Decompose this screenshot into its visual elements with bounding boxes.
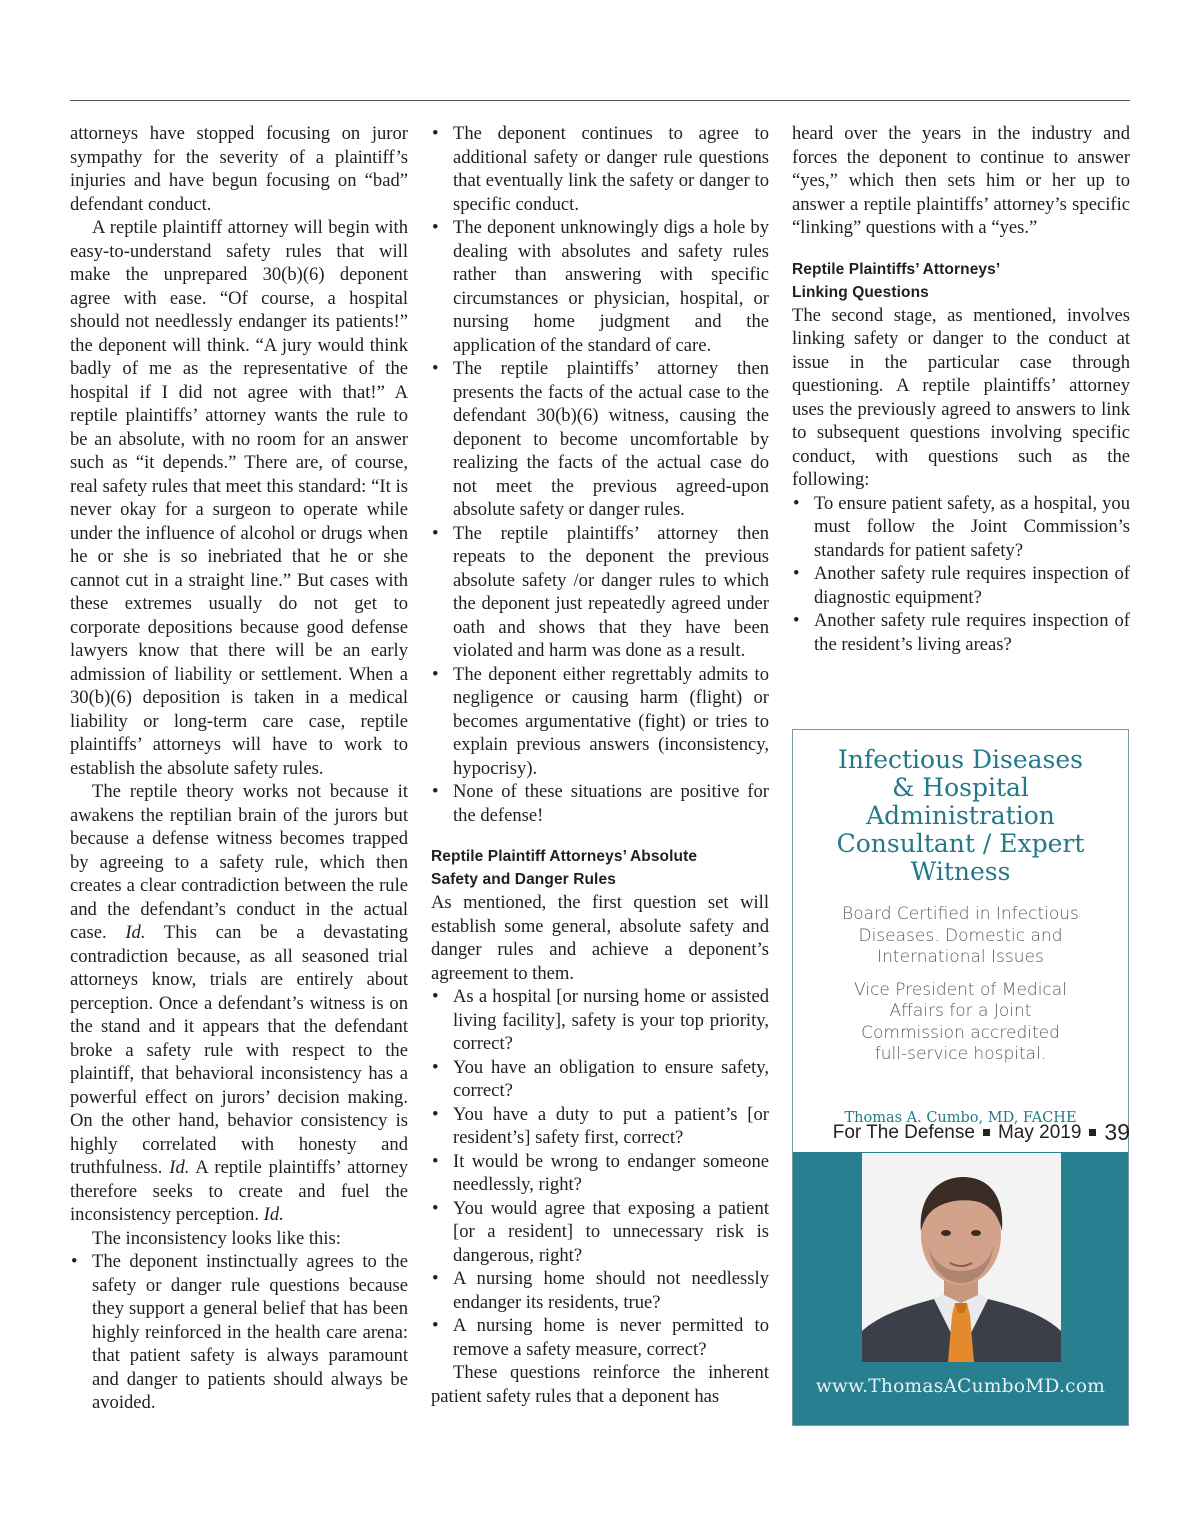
- question-item: • A nursing home is never permitted to remove a safety measure, correct?: [431, 1314, 769, 1361]
- paragraph-text: A reptile plaintiffs’ attorney therefore seeks to create and fuel the inconsistency perception.: [70, 1157, 409, 1225]
- ad-color-band: [793, 1152, 1128, 1425]
- bullet-item: • The deponent unknowingly digs a hole by dealing with absolutes and safety rules rather than answering with specific circumstances or physician, hospital, or nursing home judgment and the application of the standard of care.: [431, 216, 769, 357]
- section-heading-line: Linking Questions: [792, 283, 929, 301]
- paragraph: attorneys have stopped focusing on juror sympathy for the severity of a plaintiff’s injuries and have begun focusing on “bad” defendant conduct.: [70, 123, 408, 215]
- paragraph: These questions reinforce the inherent patient safety rules that a deponent has: [431, 1362, 769, 1407]
- ad-consultant-name: Thomas A. Cumbo, MD, FACHE: [844, 1109, 1077, 1126]
- paragraph: As mentioned, the first question set will establish some general, absolute safety and danger rules and achieve a deponent’s agreement to them.: [431, 892, 769, 984]
- bullet-list: [70, 1250, 408, 1415]
- bullet-list: [431, 122, 769, 827]
- question-item: • A nursing home should not needlessly endanger its residents, true?: [431, 1267, 769, 1314]
- ad-title-line: Infectious Diseases: [837, 745, 1084, 774]
- bullet-item: • The deponent continues to agree to additional safety or danger rule questions that eventually link the safety or danger to specific conduct.: [431, 122, 769, 216]
- section-heading-line: Reptile Plaintiffs’ Attorneys’: [792, 260, 1001, 278]
- ad-text-line: full-service hospital.: [874, 1044, 1047, 1064]
- page-footer: [833, 1119, 1130, 1146]
- ad-text-line: Board Certified in Infectious: [842, 904, 1079, 924]
- bullet-item: • The deponent either regrettably admits to negligence or causing harm (flight) or becomes argumentative (fight) or tries to explain previous answers (inconsistency, hypocrisy).: [431, 663, 769, 781]
- question-item: • Another safety rule requires inspection of diagnostic equipment?: [792, 562, 1130, 609]
- ad-text-line: Diseases. Domestic and: [858, 925, 1063, 946]
- question-item: • Another safety rule requires inspection of the resident’s living areas?: [792, 609, 1130, 656]
- ad-title: [809, 746, 1112, 886]
- paragraph: heard over the years in the industry and forces the deponent to continue to answer “yes,” which then sets him or her up to answer a reptile plaintiffs’ attorney’s specific “linking” questions with a “yes.”: [792, 123, 1130, 238]
- ad-title-line: Administration: [866, 801, 1055, 830]
- separator-square-icon: [983, 1129, 990, 1136]
- ad-text-line: Vice President of Medical: [854, 979, 1067, 1000]
- ad-position: [811, 980, 1110, 1066]
- paragraph: [70, 780, 408, 1227]
- section-heading-line: Reptile Plaintiff Attorneys’ Absolute: [431, 848, 698, 865]
- bullet-item: • The reptile plaintiffs’ attorney then presents the facts of the actual case to the defendant 30(b)(6) witness, causing the deponent to become uncomfortable by realizing the facts of the actual case do not meet the previous agreed-upon absolute safety or danger rules.: [431, 357, 769, 522]
- ad-text-line: Commission accredited: [861, 1022, 1060, 1043]
- issue-date: May 2019: [997, 1121, 1082, 1143]
- expert-witness-ad: [792, 729, 1129, 1426]
- section-heading-line: Safety and Danger Rules: [431, 871, 616, 888]
- ad-website-url[interactable]: www.ThomasACumboMD.com: [815, 1376, 1106, 1397]
- ad-title-line: Witness: [910, 857, 1011, 886]
- question-item: • You have an obligation to ensure safety, correct?: [431, 1056, 769, 1103]
- question-item: • As a hospital [or nursing home or assisted living facility], safety is your top priority, correct?: [431, 985, 769, 1056]
- portrait-illustration: [862, 1153, 1061, 1362]
- ad-credentials: [811, 904, 1110, 969]
- question-item: • You have a duty to put a patient’s [or resident’s] safety first, correct?: [431, 1103, 769, 1150]
- citation: Id.: [169, 1157, 190, 1178]
- question-list: [792, 492, 1130, 657]
- paragraph-text: The reptile theory works not because it awakens the reptilian brain of the jurors but because a defense witness becomes trapped by agreeing to a safety rule, which then creates a clear contradiction between the rule and the defendant’s conduct in the actual case.: [70, 781, 408, 943]
- bullet-item: • None of these situations are positive for the defense!: [431, 780, 769, 827]
- question-list: [431, 985, 769, 1361]
- ad-title-line: & Hospital: [892, 773, 1029, 802]
- section-heading: [431, 845, 769, 891]
- question-item: • It would be wrong to endanger someone needlessly, right?: [431, 1150, 769, 1197]
- question-item: • You would agree that exposing a patient [or a resident] to unnecessary risk is dangerous, right?: [431, 1197, 769, 1268]
- citation: Id.: [263, 1204, 284, 1225]
- section-heading: [792, 258, 1130, 304]
- ad-text-line: International Issues: [877, 947, 1044, 967]
- paragraph: The second stage, as mentioned, involves linking safety or danger to the conduct at issue in the particular case through questioning. A reptile plaintiffs’ attorney uses the previously agreed to answers to link to subsequent questions involving specific conduct, with questions such as the following:: [792, 304, 1130, 490]
- article-column-3: [792, 122, 1130, 656]
- paragraph: The inconsistency looks like this:: [92, 1227, 341, 1249]
- ad-text-line: Affairs for a Joint: [889, 1001, 1032, 1021]
- question-item: • To ensure patient safety, as a hospital, you must follow the Joint Commission’s standards for patient safety?: [792, 492, 1130, 563]
- portrait-photo: [862, 1153, 1061, 1362]
- header-rule: [70, 100, 1130, 101]
- article-column-2: [431, 122, 769, 1408]
- paragraph-text: This can be a devastating contradiction because, as all seasoned trial attorneys know, trials are entirely about perception. Once a defendant’s witness is on the stand and it appears that the defendant broke a safety rule with respect to the plaintiff, that behavioral inconsistency has a powerful effect on jurors’ decision making. On the other hand, behavior consistency is highly correlated with honesty and truthfulness.: [70, 922, 409, 1178]
- separator-square-icon: [1089, 1129, 1096, 1136]
- ad-title-line: Consultant / Expert: [836, 829, 1085, 858]
- page-number: 39: [1104, 1119, 1130, 1145]
- bullet-item: • The deponent instinctually agrees to the safety or danger rule questions because they support a general belief that has been highly reinforced in the health care arena: that patient safety is always paramount and danger to patients should always be avoided.: [70, 1250, 408, 1415]
- citation: Id.: [125, 922, 146, 943]
- article-column-1: [70, 122, 408, 1415]
- bullet-item: • The reptile plaintiffs’ attorney then repeats to the deponent the previous absolute safety /or danger rules to which the deponent just repeatedly agreed under oath and shows that they have been violated and harm was done as a result.: [431, 522, 769, 663]
- paragraph: A reptile plaintiff attorney will begin with easy-to-understand safety rules that will make the unprepared 30(b)(6) deponent agree with ease. “Of course, a hospital should not needlessly endanger its patients!” the deponent will think. “A jury would think badly of me as the representative of the hospital if I did not agree with that!” A reptile plaintiffs’ attorney wants the rule to be an absolute, with no room for an answer such as “it depends.” There are, of course, real safety rules that meet this standard: “It is never okay for a surgeon to operate while under the influence of alcohol or drugs when he or she is so inebriated that he or she cannot cut in a straight line.” But cases with these extremes usually do not get to corporate depositions because good defense lawyers know that there will be an early admission of liability or settlement. When a 30(b)(6) deposition is taken in a medical liability or long-term care case, reptile plaintiffs’ attorneys will have to work to establish the absolute safety rules.: [70, 217, 408, 779]
- publication-name: For The Defense: [832, 1121, 975, 1143]
